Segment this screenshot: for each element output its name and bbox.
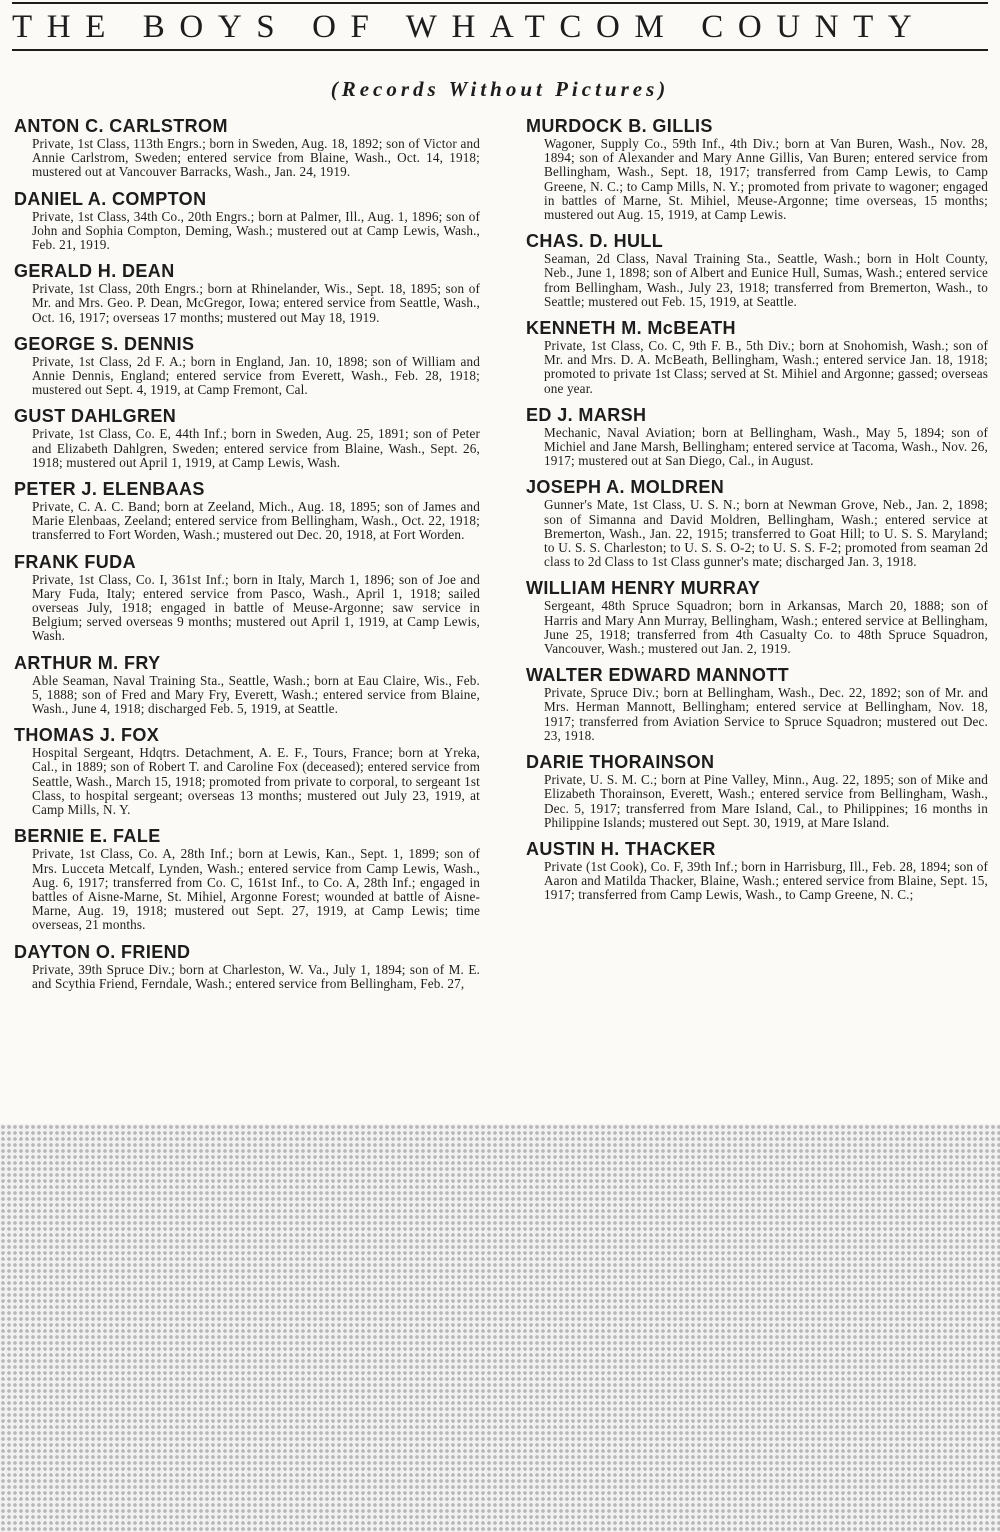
- record-text: Seaman, 2d Class, Naval Training Sta., Seattle, Wash.; born in Holt County, Neb., June 1, 1898; son of Albert and Eunice Hull, Sumas, Wash.; entered service from Bellingham, Wash., July 23, 1918; transferred from Bremerton, Wash., to Seattle; mustered out Feb. 15, 1919, at Seattle.: [544, 251, 988, 309]
- record-text: Mechanic, Naval Aviation; born at Bellingham, Wash., May 5, 1894; son of Michiel and Jane Marsh, Bellingham; entered service at Tacoma, Wash., Nov. 26, 1917; mustered out at San Diego, Cal., in August.: [544, 424, 988, 469]
- right-column: [526, 116, 988, 1126]
- record-text: Private, Spruce Div.; born at Bellingham, Wash., Dec. 22, 1892; son of Mr. and Mrs. Herman Mannott, Bellingham; entered service at Bellingham, Nov. 18, 1917; transferred from Aviation Service to Spruce Squadron; mustered out Dec. 23, 1918.: [544, 685, 988, 743]
- record-entry: [14, 552, 480, 644]
- record-entry: [14, 406, 480, 470]
- record-name: KENNETH M. McBEATH: [526, 318, 736, 339]
- record-text: Wagoner, Supply Co., 59th Inf., 4th Div.; born at Van Buren, Wash., Nov. 28, 1894; son of Alexander and Mary Anne Gillis, Van Buren; entered service from Bellingham, Wash., Sept. 18, 1917; transferred from Camp Lewis, to Camp Greene, N. C.; to Camp Mills, N. Y.; promoted from private to wagoner; engaged in battles of Marne, St. Mihiel, Meuse-Argonne; time overseas, 15 months; mustered out Aug. 15, 1919, at Camp Lewis.: [544, 136, 988, 223]
- record-name: DAYTON O. FRIEND: [14, 941, 191, 962]
- record-text: Private, 1st Class, 34th Co., 20th Engrs.; born at Palmer, Ill., Aug. 1, 1896; son of John and Sophia Compton, Deming, Wash.; mustered out at Camp Lewis, Wash., Feb. 21, 1919.: [32, 208, 480, 253]
- record-name: WILLIAM HENRY MURRAY: [526, 578, 761, 599]
- section-subtitle: (Records Without Pictures): [330, 77, 670, 101]
- record-name: PETER J. ELENBAAS: [14, 479, 205, 500]
- record-text: Private (1st Cook), Co. F, 39th Inf.; born in Harrisburg, Ill., Feb. 28, 1894; son of Aaron and Matilda Thacker, Blaine, Wash.; entered service from Blaine, Sept. 15, 1917; transferred from Camp Lewis, Wash., to Camp Greene, N. C.;: [544, 858, 988, 903]
- record-entry: [526, 116, 988, 222]
- record-name: THOMAS J. FOX: [14, 725, 160, 746]
- record-entry: [14, 116, 480, 180]
- record-name: BERNIE E. FALE: [14, 826, 161, 847]
- blank-halftone-area: [0, 1124, 1000, 1532]
- record-text: Private, 1st Class, Co. E, 44th Inf.; born in Sweden, Aug. 25, 1891; son of Peter and Elizabeth Dahlgren, Sweden; entered service from Blaine, Wash., Sept. 26, 1918; mustered out April 1, 1919, at Camp Lewis, Wash.: [32, 426, 480, 470]
- record-text: Gunner's Mate, 1st Class, U. S. N.; born at Newman Grove, Neb., Jan. 2, 1898; son of Simanna and David Moldren, Bellingham, Wash.; entered service at Bremerton, Wash., Jan. 22, 1915; transferred to Goat Hill; to U. S. S. Maryland; to U. S. S. Charleston; to U. S. S. O-2; to U. S. S. F-2; promoted from seaman 2d class to 2d Class to 1st Class gunner's mate; discharged Jan. 3, 1918.: [544, 497, 988, 570]
- record-name: GERALD H. DEAN: [14, 261, 175, 282]
- record-entry: [526, 405, 988, 469]
- record-text: Private, 39th Spruce Div.; born at Charleston, W. Va., July 1, 1894; son of M. E. and Scythia Friend, Ferndale, Wash.; entered service from Bellingham, Feb. 27,: [32, 961, 480, 991]
- record-text: Sergeant, 48th Spruce Squadron; born in Arkansas, March 20, 1888; son of Harris and Mary Ann Murray, Bellingham, Wash.; entered service at Bellingham, June 25, 1918; transferred from 4th Casualty Co. to 48th Spruce Squadron, Vancouver, Wash.; mustered out Jan. 2, 1919.: [544, 598, 988, 657]
- record-name: GEORGE S. DENNIS: [14, 333, 195, 354]
- record-entry: [526, 665, 988, 743]
- record-name: ED J. MARSH: [526, 404, 647, 425]
- record-entry: [526, 752, 988, 830]
- record-entry: [14, 479, 480, 543]
- record-name: JOSEPH A. MOLDREN: [526, 477, 725, 498]
- record-text: Able Seaman, Naval Training Sta., Seattle, Wash.; born at Eau Claire, Wis., Feb. 5, 1888; son of Fred and Mary Fry, Everett, Wash.; entered service from Blaine, Wash., June 4, 1918; discharged Feb. 5, 1919, at Seattle.: [32, 672, 480, 717]
- record-entry: [14, 653, 480, 717]
- record-entry: [526, 231, 988, 309]
- record-name: DANIEL A. COMPTON: [14, 188, 207, 209]
- record-entry: [14, 942, 480, 991]
- record-name: ANTON C. CARLSTROM: [14, 116, 228, 136]
- record-entry: [526, 578, 988, 656]
- record-name: AUSTIN H. THACKER: [526, 838, 716, 859]
- record-text: Private, U. S. M. C.; born at Pine Valley, Minn., Aug. 22, 1895; son of Mike and Elizabeth Thorainson, Everett, Wash.; entered service from Bellingham, Wash., Dec. 5, 1917; transferred from Mare Island, Cal., to Philippines; 16 months in Philippine Islands; mustered out Sept. 30, 1919, at Mare Island.: [544, 772, 988, 830]
- record-text: Private, 1st Class, 113th Engrs.; born in Sweden, Aug. 18, 1892; son of Victor and Annie Carlstrom, Sweden; entered service from Blaine, Wash., Oct. 14, 1918; mustered out at Vancouver Barracks, Wash., Jan. 24, 1919.: [32, 136, 480, 180]
- page-title: THE BOYS OF WHATCOM COUNTY: [12, 9, 927, 45]
- record-text: Private, 1st Class, Co. I, 361st Inf.; born in Italy, March 1, 1896; son of Joe and Mary Fuda, Italy; entered service from Pasco, Wash., April 1, 1918; sailed overseas July, 1918; engaged in battle of Meuse-Argonne; saw service in Belgium; served overseas 9 months; mustered out April 1, 1919, at Camp Lewis, Wash.: [32, 571, 480, 644]
- header-rule-bottom: [12, 49, 988, 51]
- record-text: Private, 1st Class, Co. C, 9th F. B., 5th Div.; born at Snohomish, Wash.; son of Mr. and Mrs. D. A. McBeath, Bellingham, Wash.; entered service Jan. 18, 1918; promoted to private 1st Class; served at St. Mihiel and Argonne; gassed; overseas one year.: [544, 338, 988, 396]
- record-entry: [14, 725, 480, 817]
- record-entry: [526, 839, 988, 903]
- record-text: Hospital Sergeant, Hdqtrs. Detachment, A. E. F., Tours, France; born at Yreka, Cal., in 1889; son of Robert T. and Caroline Fox (deceased); entered service from Seattle, Wash., March 15, 1918; promoted from private to corporal, to sergeant 1st Class, to hospital sergeant; overseas 13 months; mustered out July 23, 1919, at Camp Mills, N. Y.: [32, 745, 480, 818]
- record-text: Private, C. A. C. Band; born at Zeeland, Mich., Aug. 18, 1895; son of James and Marie Elenbaas, Zeeland; entered service from Bellingham, Wash., Oct. 22, 1918; transferred to Fort Worden, Wash.; mustered out Dec. 20, 1918, at Fort Worden.: [32, 499, 480, 543]
- record-text: Private, 1st Class, Co. A, 28th Inf.; born at Lewis, Kan., Sept. 1, 1899; son of Mrs. Lucceta Metcalf, Lynden, Wash.; entered service from Camp Lewis, Wash., Aug. 6, 1917; transferred from Co. C, 161st Inf., to Co. A, 28th Inf.; engaged in battles of Aisne-Marne, St. Mihiel, Argonne Forest; wounded at battle of Aisne-Marne, Aug. 19, 1918; mustered out Sept. 27, 1919, at Camp Lewis; time overseas, 21 months.: [32, 846, 480, 933]
- record-name: CHAS. D. HULL: [526, 231, 664, 252]
- record-name: ARTHUR M. FRY: [14, 652, 161, 673]
- record-entry: [526, 477, 988, 569]
- record-name: DARIE THORAINSON: [526, 752, 715, 773]
- record-name: WALTER EDWARD MANNOTT: [526, 665, 790, 686]
- header-rule-top: [12, 2, 988, 4]
- record-name: MURDOCK B. GILLIS: [526, 116, 713, 136]
- record-name: FRANK FUDA: [14, 551, 136, 572]
- record-entry: [14, 334, 480, 398]
- record-text: Private, 1st Class, 2d F. A.; born in England, Jan. 10, 1898; son of William and Annie Dennis, England; entered service from Everett, Wash., Feb. 28, 1918; mustered out Sept. 4, 1919, at Camp Fremont, Cal.: [32, 353, 480, 398]
- record-entry: [14, 826, 480, 932]
- record-entry: [526, 318, 988, 396]
- left-column: [14, 116, 480, 1126]
- record-entry: [14, 189, 480, 253]
- record-text: Private, 1st Class, 20th Engrs.; born at Rhinelander, Wis., Sept. 18, 1895; son of Mr. and Mrs. Geo. P. Dean, McGregor, Iowa; entered service from Seattle, Wash., Oct. 16, 1917; overseas 17 months; mustered out May 18, 1919.: [32, 281, 480, 325]
- record-entry: [14, 261, 480, 325]
- record-name: GUST DAHLGREN: [14, 406, 177, 427]
